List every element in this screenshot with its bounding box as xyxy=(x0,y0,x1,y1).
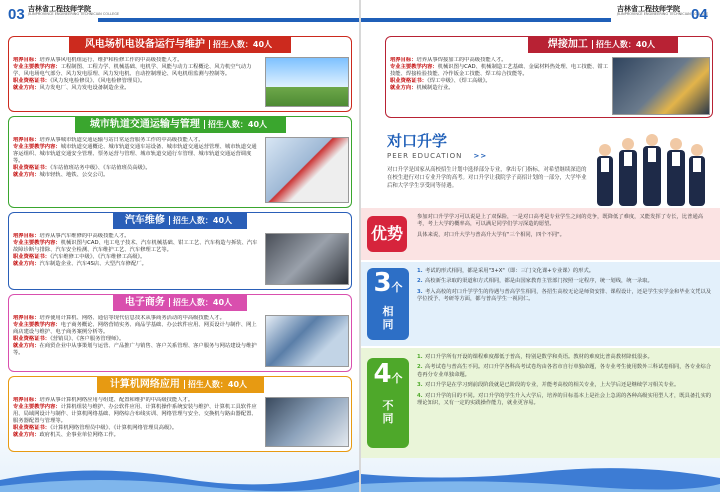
header-bar xyxy=(98,18,359,22)
info-value: 培养使用计算机、网络、通信等现代信息技术从事商务活动的中高级技能人才。 xyxy=(39,315,225,321)
info-key: 就业方向： xyxy=(13,432,40,439)
list-text: 考入高校的对口升学学生的待遇与普高学生相同，各招生高校无论是师资安排、课程设计，还是学生实学金和毕业文凭以及学位授予、考研等方面，都与普高学生一视同仁。 xyxy=(417,288,712,303)
info-line xyxy=(13,172,261,179)
header-bar xyxy=(361,18,611,22)
info-line xyxy=(13,144,261,165)
diff-row xyxy=(361,348,720,458)
section-intro: 对口升学是国家从高校招生计划中选择部分专业，拿出专门指标，对希望继续深造的在校生进行对口专业升学的高考。对口升学让我院学子高招计划的一部分，大学毕业后和大学学生享受同等待遇。 xyxy=(387,167,587,189)
page-number: 03 xyxy=(8,6,25,23)
students-photo xyxy=(589,130,713,206)
card-body xyxy=(13,137,261,207)
info-line xyxy=(13,64,261,78)
info-value: 培养从事计算机网络应用与组建、配置和维护的中高级技能人才。 xyxy=(39,397,194,403)
info-key: 职业资格证书： xyxy=(13,78,51,85)
info-value: 《营销员》、《客户服务管理师》。 xyxy=(50,336,125,343)
info-line xyxy=(390,64,608,78)
info-line xyxy=(13,404,261,425)
card-title-text: 汽车维修 xyxy=(124,215,165,226)
info-value: 培养从事城市轨道交通运输与站日常运营服务工作的中高级技能人才。 xyxy=(39,137,204,143)
section-title-en: PEER EDUCATION >> xyxy=(387,152,488,160)
card-body xyxy=(390,57,608,117)
info-value: 工程制图、工程力学、机械基础、电机学、风能与动力工程概论、风力机空气动力学、风电场电气部分、风力发电原理、风力发电机、自动控制理论、风电机组监测与控制等。 xyxy=(13,64,252,78)
info-key: 就业方向： xyxy=(13,261,40,268)
list-item xyxy=(417,382,713,389)
info-value: 机械识图与CAD、电工电子技术、汽车机械基础、钳工工艺、汽车构造与拆装、汽车故障诊断与排除、汽车安全检测、汽车维护工艺、汽车修理工艺等。 xyxy=(13,240,258,254)
list-item xyxy=(417,289,713,304)
advantage-row xyxy=(361,208,720,260)
info-key: 专业主要教学内容： xyxy=(13,404,61,411)
school-name-en: JILINPROVINCE ENGINEERING TECHNICIAN COLLEGE xyxy=(617,12,709,16)
info-value: 机械识图与CAD、机械制造工艺基础、金属材料热处理、电工技能、钳工技能、焊接检验技能、冷作钣金工技能、焊工综合技能等。 xyxy=(390,64,608,78)
info-key: 职业资格证书： xyxy=(13,254,51,261)
advantage-text xyxy=(417,214,713,242)
info-value: 《车站值班站务中级》、《车站值班员高级》。 xyxy=(50,165,151,172)
info-key: 专业主要教学内容： xyxy=(13,240,61,247)
advantage-line: 参加对口升学学习可以说是上了双保险，一是对口高考是专业学生之间的竞争，既降低了难度，又能发挥了专长，比普通高考，考上大学的概率高，可以满足同学们学习深造的愿望。 xyxy=(417,214,704,228)
info-value: 机械制造行业。 xyxy=(416,85,454,92)
card-body xyxy=(13,57,261,111)
info-value: 培养从事风电机组运行、维护和检修工作的中高级技能人才。 xyxy=(39,57,183,63)
wind-turbine-photo xyxy=(265,57,349,107)
list-number: 2. xyxy=(417,364,423,371)
right-header xyxy=(361,0,720,26)
metro-train-photo xyxy=(265,137,349,203)
info-key: 职业资格证书： xyxy=(13,336,51,343)
card-5 xyxy=(8,376,352,452)
info-line xyxy=(390,85,608,92)
card-1 xyxy=(8,36,352,112)
list-number: 1. xyxy=(417,268,423,274)
list-text: 考试的形式相同，都是采用"3+X"（即：三门文化课+专业课）的形式。 xyxy=(425,268,595,274)
card-welding xyxy=(385,36,713,118)
car-repair-photo xyxy=(265,233,349,285)
info-key: 培养目标： xyxy=(13,315,40,321)
same-badge: 3个 相同 xyxy=(367,268,409,340)
list-item xyxy=(417,278,713,285)
ecommerce-photo xyxy=(265,315,349,367)
welding-photo xyxy=(612,57,710,115)
info-key: 就业方向： xyxy=(390,85,417,92)
card-title-text: 风电场机电设备运行与维护 xyxy=(84,39,205,50)
info-value: 《汽车维修工中级》、《汽车维修工高级》。 xyxy=(50,254,146,261)
list-number: 3. xyxy=(417,288,423,295)
card-body xyxy=(13,315,261,371)
info-value: 《焊工中级》、《焊工高级》。 xyxy=(427,78,491,85)
info-value: 风力发电厂、风力发电设备制造企业。 xyxy=(39,85,130,92)
info-value: 电子商务概论、网络营销实务、商品学基础、办公软件应用、网页设计与制作、网上商店建设与维护、电子商务案例分析等。 xyxy=(13,322,257,336)
info-key: 培养目标： xyxy=(13,397,40,403)
card-title-text: 计算机网络应用 xyxy=(109,379,180,390)
info-value: 《计算机网络管理员中级》、《计算机网络管理员高级》。 xyxy=(50,425,178,432)
info-value: 城市轻轨、地铁、公交公司。 xyxy=(39,172,109,179)
right-page xyxy=(361,0,720,492)
diff-badge: 4个 不同 xyxy=(367,358,409,448)
card-count: 招生人数：40人 xyxy=(169,216,235,225)
list-text: 高校新生录取的渠道和方式相同，都是由国家教育主管部门按照一定程序，统一划线，统一录取。 xyxy=(425,278,653,285)
card-4 xyxy=(8,294,352,372)
school-name: 吉林省工程技师学院 xyxy=(617,5,680,13)
card-title xyxy=(113,295,247,311)
list-text: 对口升学的目的不同。对口升学的学生升入大学后，培养的目标基本上是社会上急需的各种高级实用型人才，既具备扎实的理论知识，又有一定的实践操作能力，就业更容易。 xyxy=(417,392,712,407)
left-header xyxy=(0,0,359,26)
info-key: 就业方向： xyxy=(13,343,40,350)
card-title xyxy=(75,117,286,133)
left-page xyxy=(0,0,359,492)
card-title xyxy=(113,213,247,229)
card-count: 招生人数：40人 xyxy=(204,120,270,129)
info-line xyxy=(13,322,261,336)
card-title-text: 焊接加工 xyxy=(547,39,588,50)
advantage-badge: 优势 xyxy=(367,216,407,252)
info-line xyxy=(13,432,261,439)
info-key: 职业资格证书： xyxy=(13,425,51,432)
info-key: 培养目标： xyxy=(13,57,40,63)
info-value: 政府机关、企事业单位网络工作。 xyxy=(39,432,119,439)
list-item xyxy=(417,268,713,275)
list-text: 对口升学是在学习到前段阶段就是已阶段的专业，并能考高校的相关专业，上大学后还是继续学习相关专业。 xyxy=(425,382,680,389)
info-line xyxy=(13,343,261,357)
card-body xyxy=(13,397,261,451)
card-2 xyxy=(8,116,352,208)
card-body xyxy=(13,233,261,289)
info-line xyxy=(13,240,261,254)
advantage-line: 具体来说，对口升大学与普高升大学有"三个相同，四个不同"。 xyxy=(417,231,565,238)
section-title: 对口升学 xyxy=(387,132,448,150)
info-line xyxy=(13,85,261,92)
card-3 xyxy=(8,212,352,290)
school-name-en: JILINPROVINCE ENGINEERING TECHNICIAN COLLEGE xyxy=(28,12,120,16)
info-key: 专业主要教学内容： xyxy=(13,64,61,71)
list-number: 2. xyxy=(417,278,423,285)
page-number: 04 xyxy=(691,6,708,23)
info-key: 培养目标： xyxy=(390,57,417,63)
list-item xyxy=(417,354,713,361)
info-value: 在商贸企业中从事策划与运营、产品推广与销售、客户关系管理、客户服务与网站建设与维护等。 xyxy=(13,343,257,357)
bottom-wave xyxy=(0,452,359,492)
same-row xyxy=(361,262,720,346)
list-text: 对口升学所有开设的课程难度都低于普高，特别是数学和英语。教材的难度比普高教材降低很多。 xyxy=(425,354,653,360)
diff-list xyxy=(417,354,713,410)
info-key: 就业方向： xyxy=(13,172,40,179)
info-key: 专业主要教学内容： xyxy=(13,322,61,329)
info-value: 汽车制造企业、汽车4S店、大型汽车修配厂。 xyxy=(39,261,147,268)
card-title xyxy=(97,377,264,393)
info-key: 培养目标： xyxy=(13,137,40,143)
card-title-text: 电子商务 xyxy=(124,297,165,308)
list-item xyxy=(417,393,713,408)
info-line xyxy=(13,261,261,268)
card-count: 招生人数：40人 xyxy=(209,40,275,49)
computer-lab-photo xyxy=(265,397,349,447)
list-item xyxy=(417,364,713,379)
card-title xyxy=(69,37,291,53)
card-title-text: 城市轨道交通运输与管理 xyxy=(89,119,200,130)
info-key: 专业主要教学内容： xyxy=(13,144,61,151)
card-count: 招生人数：40人 xyxy=(169,298,235,307)
info-value: 《风力发电检修员》、《风电检修管理员》。 xyxy=(50,78,146,85)
list-number: 1. xyxy=(417,354,423,360)
info-value: 城市轨道交通概论、城市轨道交通车站设备、城市轨道交通运营管理、城市轨道交通客运组织、城市轨道交通安全管理、票务运营与管理、城市轨道交通行车管理、城市轨道交通运营调度等。 xyxy=(13,144,257,165)
info-key: 就业方向： xyxy=(13,85,40,92)
info-value: 培养从事焊接加工的中高级技能人才。 xyxy=(416,57,507,63)
list-number: 3. xyxy=(417,382,423,389)
info-key: 职业资格证书： xyxy=(13,165,51,172)
card-count: 招生人数：40人 xyxy=(592,40,658,49)
info-value: 计算机组装与维护、办公软件应用、计算机操作系统安装与维护、计算机工具软件应用、局域网设计与制作、计算机网络基础、网络综合布线实训、网络管理与安全、交换机与路由器配置、服务器配置与管理等。 xyxy=(13,404,257,425)
list-number: 4. xyxy=(417,392,423,399)
list-text: 高考试卷与普高生不同。对口升学各科高考试卷均由各省市自行单独命题，各专业考生使用数外三科试卷相同，各专业综合卷再分专业单独命题。 xyxy=(417,364,712,378)
bottom-wave xyxy=(361,452,720,492)
card-title xyxy=(528,37,678,53)
card-count: 招生人数：40人 xyxy=(184,380,250,389)
info-key: 职业资格证书： xyxy=(390,78,428,85)
info-value: 培养从事汽车维修的中高级技能人才。 xyxy=(39,233,130,239)
info-key: 专业主要教学内容： xyxy=(390,64,438,71)
same-list xyxy=(417,268,713,307)
info-key: 培养目标： xyxy=(13,233,40,239)
school-name: 吉林省工程技师学院 xyxy=(28,5,91,13)
